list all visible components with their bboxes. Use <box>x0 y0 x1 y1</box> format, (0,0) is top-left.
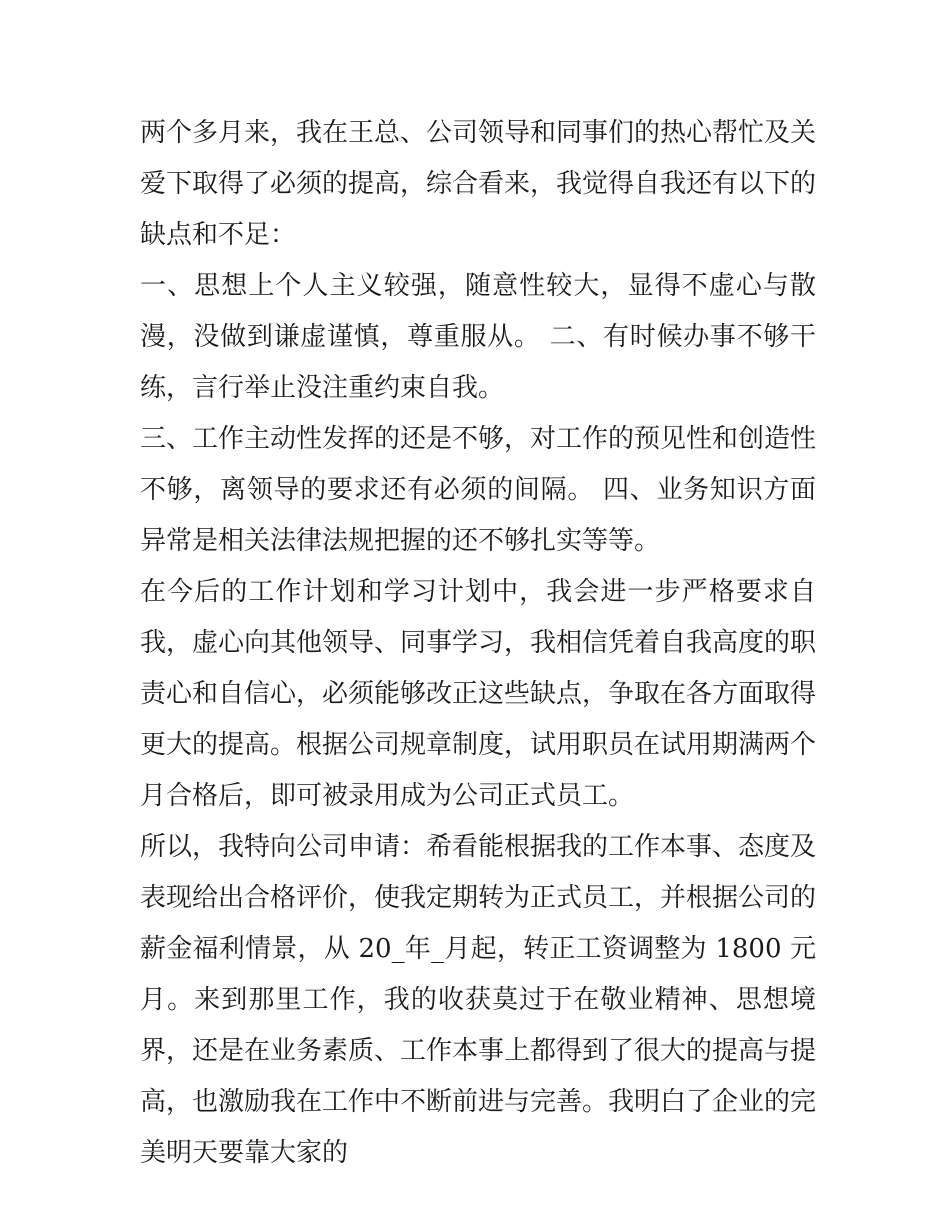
document-body <box>140 108 816 1179</box>
paragraph-3: 三、工作主动性发挥的还是不够，对工作的预见性和创造性不够，离领导的要求还有必须的间隔。 四、业务知识方面异常是相关法律法规把握的还不够扎实等等。 <box>140 424 817 556</box>
paragraph-4: 在今后的工作计划和学习计划中，我会进一步严格要求自我，虚心向其他领导、同事学习，我相信凭着自我高度的职责心和自信心，必须能够改正这些缺点，争取在各方面取得更大的提高。根据公司规章制度，试用职员在试用期满两个月合格后，即可被录用成为公司正式员工。 <box>140 577 817 811</box>
paragraph-5: 所以，我特向公司申请：希看能根据我的工作本事、态度及表现给出合格评价，使我定期转为正式员工，并根据公司的薪金福利情景，从 20_年_月起，转正工资调整为 1800 元月。来到那里工作，我的收获莫过于在敬业精神、思想境界，还是在业务素质、工作本事上都得到了很大的提高与提高，也激励我在工作中不断前进与完善。我明白了企业的完美明天要靠大家的 <box>140 832 817 1168</box>
paragraph-1: 两个多月来，我在王总、公司领导和同事们的热心帮忙及关爱下取得了必须的提高，综合看来，我觉得自我还有以下的缺点和不足： <box>140 118 817 250</box>
paragraph-2: 一、思想上个人主义较强，随意性较大，显得不虚心与散漫，没做到谦虚谨慎，尊重服从。 二、有时候办事不够干练，言行举止没注重约束自我。 <box>140 271 816 403</box>
